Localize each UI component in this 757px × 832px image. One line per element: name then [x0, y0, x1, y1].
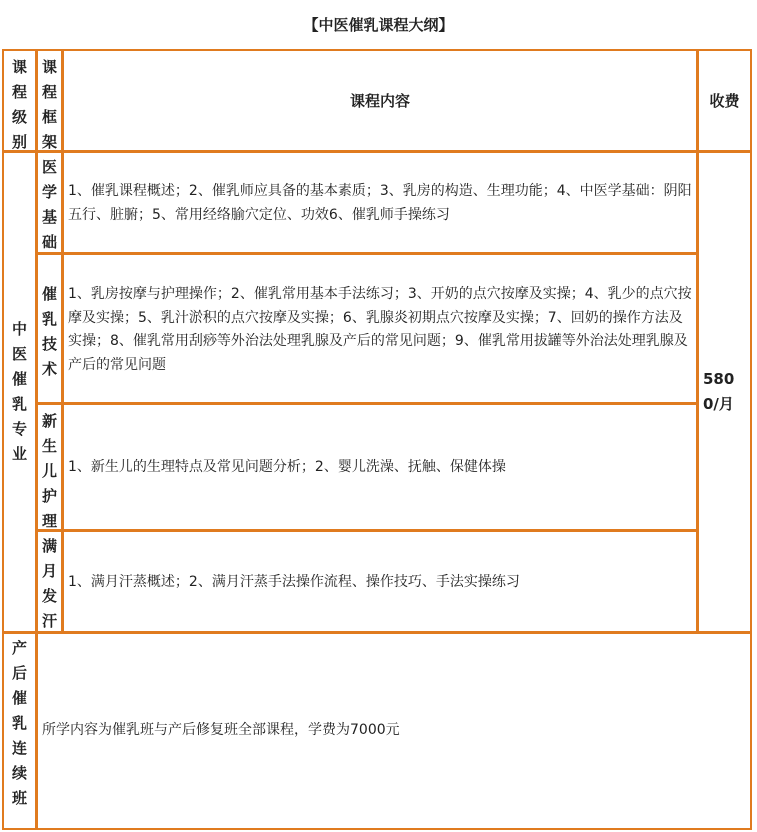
header-content-label: 课程内容	[349, 92, 410, 110]
vertical-char: 术	[41, 360, 57, 378]
header-fee-label: 收费	[709, 92, 740, 110]
vertical-char: 础	[41, 233, 57, 251]
vertical-char: 护	[41, 487, 57, 505]
vertical-char: 儿	[41, 462, 57, 480]
vertical-char: 课	[41, 58, 57, 76]
vertical-char: 后	[11, 664, 27, 682]
module-name-cell	[36, 253, 63, 404]
module-name	[38, 534, 61, 634]
course2-content-cell	[36, 632, 752, 830]
vertical-char: 催	[11, 370, 27, 388]
vertical-char: 产	[11, 639, 27, 657]
vertical-char: 满	[41, 537, 57, 555]
vertical-char: 催	[11, 689, 27, 707]
vertical-char: 生	[41, 437, 57, 455]
course1-level-cell	[2, 151, 37, 633]
header-framework-cell	[36, 49, 63, 152]
module-name	[38, 282, 61, 382]
vertical-char: 框	[41, 108, 57, 126]
vertical-char: 学	[41, 183, 57, 201]
module-name-cell	[36, 403, 63, 531]
vertical-char: 别	[11, 133, 27, 151]
vertical-char: 医	[41, 158, 57, 176]
vertical-char: 汗	[41, 612, 57, 630]
module-name	[38, 409, 61, 534]
header-level-cell	[2, 49, 37, 152]
vertical-char: 程	[11, 83, 27, 101]
module-content: 1、催乳课程概述；2、催乳师应具备的基本素质；3、乳房的构造、生理功能；4、中医学基础：阴阳五行、脏腑；5、常用经络腧穴定位、功效6、催乳师手操练习	[68, 183, 692, 223]
vertical-char: 专	[11, 420, 27, 438]
vertical-char: 技	[41, 335, 57, 353]
header-framework-label	[38, 55, 61, 155]
vertical-char: 乳	[11, 395, 27, 413]
course1-fee: 5800/月	[703, 370, 735, 413]
course1-fee-cell	[697, 151, 752, 633]
vertical-char: 催	[41, 285, 57, 303]
header-content-cell	[62, 49, 698, 152]
vertical-char: 中	[11, 320, 27, 338]
module-name-cell	[36, 151, 63, 254]
vertical-char: 医	[11, 345, 27, 363]
course1-level-label	[12, 317, 27, 467]
vertical-char: 乳	[11, 714, 27, 732]
header-level-label	[4, 55, 35, 155]
vertical-char: 程	[41, 83, 57, 101]
vertical-char: 发	[41, 587, 57, 605]
module-content-cell	[62, 403, 698, 531]
module-content-cell	[62, 151, 698, 254]
vertical-char: 理	[41, 512, 57, 530]
vertical-char: 基	[41, 208, 57, 226]
course2-content: 所学内容为催乳班与产后修复班全部课程，学费为7000元	[42, 722, 400, 739]
page-title: 【中医催乳课程大纲】	[303, 16, 454, 34]
vertical-char: 新	[41, 412, 57, 430]
course2-level-cell	[2, 632, 37, 830]
module-content: 1、满月汗蒸概述；2、满月汗蒸手法操作流程、操作技巧、手法实操练习	[68, 574, 520, 590]
vertical-char: 课	[11, 58, 27, 76]
module-content-cell	[62, 530, 698, 633]
vertical-char: 班	[11, 789, 27, 807]
module-content: 1、新生儿的生理特点及常见问题分析；2、婴儿洗澡、抚触、保健体操	[68, 459, 506, 475]
vertical-char: 连	[11, 739, 27, 757]
vertical-char: 乳	[41, 310, 57, 328]
module-content: 1、乳房按摩与护理操作；2、催乳常用基本手法练习；3、开奶的点穴按摩及实操；4、乳少的点穴按摩及实操；5、乳汁淤积的点穴按摩及实操；6、乳腺炎初期点穴按摩及实操；7、回奶的操作方法及实操；8、催乳常用刮痧等外治法处理乳腺及产后的常见问题；9、催乳常用拔罐等外治法处理乳腺及产后的常见问题	[68, 286, 692, 373]
vertical-char: 续	[11, 764, 27, 782]
header-fee-cell	[697, 49, 752, 152]
module-name-cell	[36, 530, 63, 633]
vertical-char: 业	[11, 445, 27, 463]
vertical-char: 月	[41, 562, 57, 580]
module-content-cell	[62, 253, 698, 404]
vertical-char: 级	[11, 108, 27, 126]
course2-level-label	[4, 636, 35, 811]
vertical-char: 架	[41, 133, 57, 151]
module-name	[38, 155, 61, 255]
